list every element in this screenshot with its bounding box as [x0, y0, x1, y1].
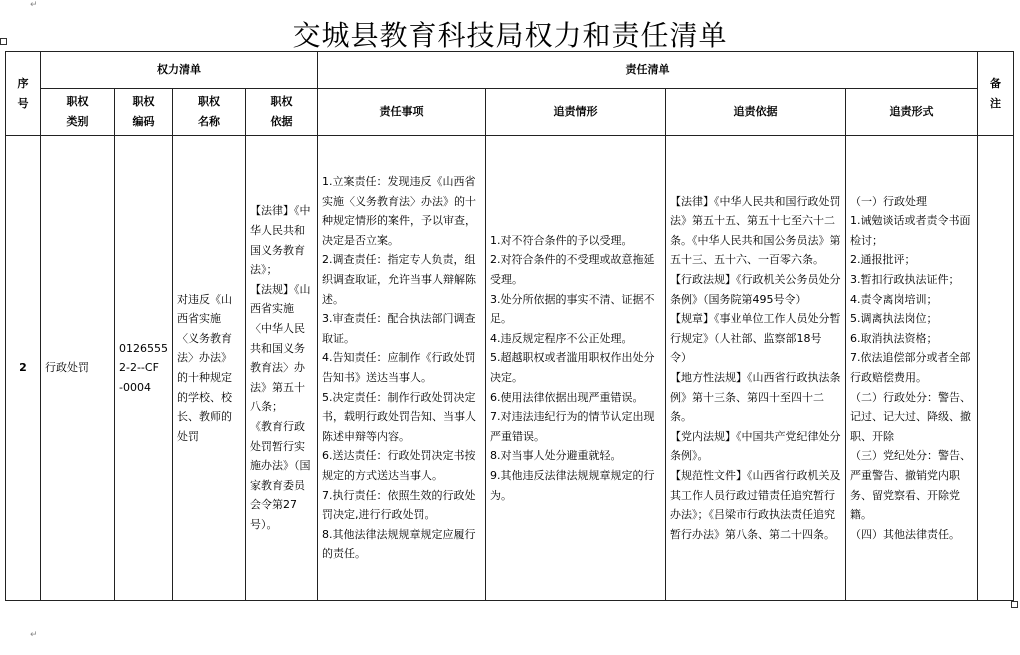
header-power-list: 权力清单	[41, 52, 318, 89]
header-power-code: 职权 编码	[115, 89, 173, 136]
header-seq: 序 号	[6, 52, 41, 136]
cell-category[interactable]: 行政处罚	[41, 136, 115, 601]
header-power-basis: 职权 依据	[246, 89, 318, 136]
table-row	[6, 136, 1014, 601]
cell-code[interactable]: 0126555 2-2--CF -0004	[115, 136, 173, 601]
paragraph-mark: ↵	[30, 0, 38, 10]
cell-accountability-basis[interactable]: 【法律】《中华人民共和国行政处罚法》第五十五、第五十七至六十二条。《中华人民共和国公务员法》第五十三、五十六、一百零六条。 【行政法规】《行政机关公务员处分条例》（国务院第495号令） 【规章】《事业单位工作人员处分暂行规定》（人社部、监察部18号令） 【地方性法规】《山西省行政执法条例》第十三条、第四十至四十二条。 【党内法规】《中国共产党纪律处分条例》。 【规范性文件】《山西省行政机关及其工作人员行政过错责任追究暂行办法》；《吕梁市行政执法责任追究暂行办法》第八条、第二十四条。	[666, 136, 846, 601]
header-row-1	[6, 52, 1014, 89]
header-row-2	[6, 89, 1014, 136]
power-duty-table	[5, 51, 1014, 601]
cell-remarks[interactable]	[978, 136, 1014, 601]
header-remarks: 备 注	[978, 52, 1014, 136]
header-power-name: 职权 名称	[173, 89, 246, 136]
cell-accountability-cases[interactable]: 1.对不符合条件的予以受理。 2.对符合条件的不受理或故意拖延受理。 3.处分所依据的事实不清、证据不足。 4.违反规定程序不公正处理。 5.超越职权或者滥用职权作出处分决定。 6.使用法律依据出现严重错误。 7.对违法违纪行为的情节认定出现严重错误。 8.对当事人处分避重就轻。 9.其他违反法律法规规章规定的行为。	[486, 136, 666, 601]
header-accountability-forms: 追责形式	[846, 89, 978, 136]
header-accountability-cases: 追责情形	[486, 89, 666, 136]
header-accountability-basis: 追责依据	[666, 89, 846, 136]
cell-seq[interactable]: 2	[6, 136, 41, 601]
header-duty-items: 责任事项	[318, 89, 486, 136]
header-duty-list: 责任清单	[318, 52, 978, 89]
cell-accountability-forms[interactable]: （一）行政处理 1.诫勉谈话或者责令书面检讨； 2.通报批评； 3.暂扣行政执法证件； 4.责令离岗培训； 5.调离执法岗位； 6.取消执法资格； 7.依法追偿部分或者全部行政赔偿费用。 （二）行政处分：警告、记过、记大过、降级、撤职、开除 （三）党纪处分：警告、严重警告、撤销党内职务、留党察看、开除党籍。 （四）其他法律责任。	[846, 136, 978, 601]
table-move-handle[interactable]	[0, 38, 7, 45]
document-title: 交城县教育科技局权力和责任清单	[292, 19, 728, 52]
table-resize-handle[interactable]	[1011, 601, 1018, 608]
cell-basis[interactable]: 【法律】《中华人民共和国义务教育法》； 【法规】《山西省实施〈中华人民共和国义务教育法〉办法》第五十八条； 《教育行政处罚暂行实施办法》（国家教育委员会令第27号）。	[246, 136, 318, 601]
cell-duty-items[interactable]: 1.立案责任：发现违反《山西省实施〈义务教育法〉办法》的十种规定情形的案件，予以审查，决定是否立案。 2.调查责任：指定专人负责，组织调查取证，允许当事人辩解陈述。 3.审查责任：配合执法部门调查取证。 4.告知责任：应制作《行政处罚告知书》送达当事人。 5.决定责任：制作行政处罚决定书，载明行政处罚告知、当事人陈述申辩等内容。 6.送达责任：行政处罚决定书按规定的方式送达当事人。 7.执行责任：依照生效的行政处罚决定,进行行政处罚。 8.其他法律法规规章规定应履行的责任。	[318, 136, 486, 601]
header-power-category: 职权 类别	[41, 89, 115, 136]
paragraph-mark: ↵	[30, 630, 38, 640]
cell-name[interactable]: 对违反《山西省实施〈义务教育法〉办法》的十种规定的学校、校长、教师的处罚	[173, 136, 246, 601]
